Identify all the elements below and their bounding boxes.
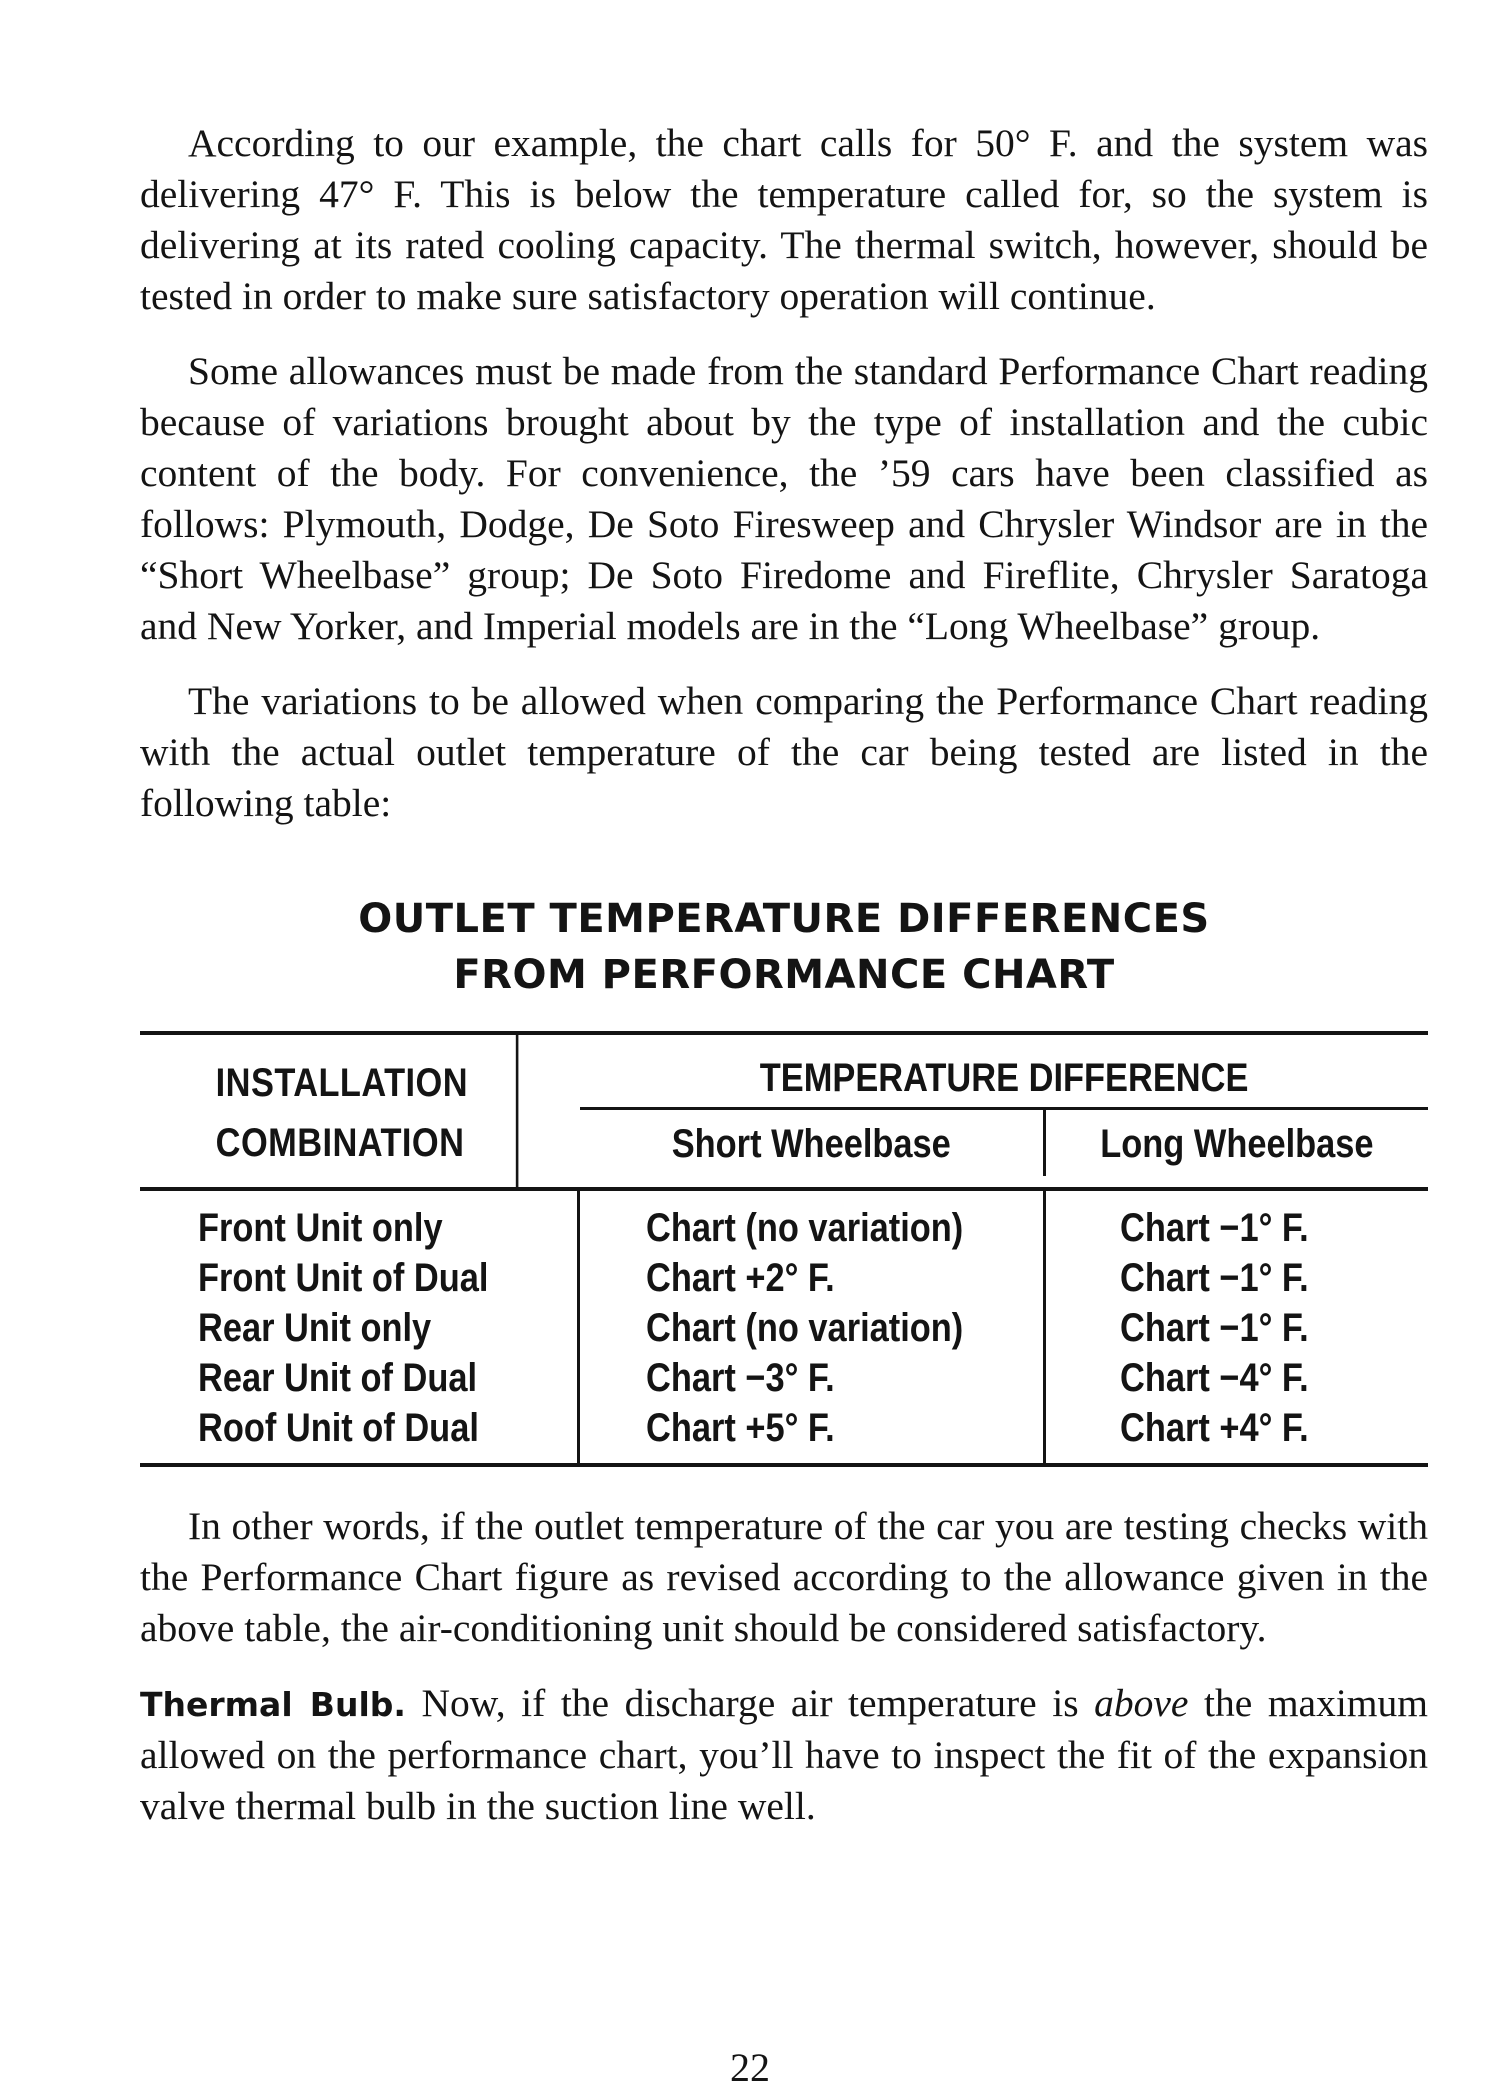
header-short-wheelbase [580, 1110, 1046, 1176]
cell-short-row-4: Chart −3° F. [646, 1356, 835, 1400]
paragraph-allowances: Some allowances must be made from the standard Performance Chart reading because of variations brought about by the type of installation and the cubic content of the body. For convenience, the ’59 cars have been classified as follows: Plymouth, Dodge, De Soto Firesweep and Chrysler Windsor are in the “Short Wheelbase” group; De Soto Firedome and Fireflite, Chrysler Saratoga and New Yorker, and Imperial models are in the “Long Wheelbase” group. [140, 349, 1428, 648]
thermal-bulb-emphasis: above [1094, 1681, 1189, 1725]
cell-install-roof-unit-of-dual: Roof Unit of Dual [198, 1406, 479, 1450]
header-temperature-difference-group [580, 1035, 1428, 1187]
header-temperature-difference [580, 1035, 1428, 1110]
header-long-wheelbase [1046, 1110, 1428, 1176]
table-title-line-1: OUTLET TEMPERATURE DIFFERENCES [358, 896, 1210, 942]
cell-long-row-5: Chart +4° F. [1120, 1406, 1309, 1450]
paragraph-thermal-bulb [140, 1678, 1428, 1832]
header-short-wheelbase-text: Short Wheelbase [671, 1122, 952, 1166]
cell-install-rear-unit-of-dual: Rear Unit of Dual [198, 1356, 478, 1400]
column-short-wheelbase [580, 1191, 1046, 1463]
table-header [140, 1035, 1428, 1191]
header-wheelbase-row [580, 1110, 1428, 1176]
cell-long-row-1: Chart −1° F. [1120, 1206, 1309, 1250]
header-install-line-1: INSTALLATION [215, 1061, 468, 1105]
header-install-line-2: COMBINATION [215, 1121, 465, 1165]
cell-short-row-5: Chart +5° F. [646, 1406, 835, 1450]
paragraph-variations: The variations to be allowed when comparing the Performance Chart reading with the actual outlet temperature of the car being tested are listed in the following table: [140, 679, 1428, 825]
header-installation-combination [140, 1035, 518, 1187]
header-temperature-difference-text: TEMPERATURE DIFFERENCE [759, 1056, 1249, 1100]
cell-install-front-unit-only: Front Unit only [198, 1206, 443, 1250]
cell-long-row-3: Chart −1° F. [1120, 1306, 1309, 1350]
cell-install-front-unit-of-dual: Front Unit of Dual [198, 1256, 489, 1300]
table-body [140, 1191, 1428, 1463]
column-long-wheelbase [1046, 1191, 1428, 1463]
paragraph-example: According to our example, the chart calls for 50° F. and the system was delivering 47° F. This is below the temperature called for, so the system is delivering at its rated cooling capacity. The thermal switch, however, should be tested in order to make sure satisfactory operation will continue. [140, 121, 1428, 318]
temperature-difference-table [140, 1031, 1428, 1467]
cell-long-row-2: Chart −1° F. [1120, 1256, 1309, 1300]
paragraph-in-other-words: In other words, if the outlet temperature of the car you are testing checks with the Performance Chart figure as revised according to the allowance given in the above table, the air-conditioning unit should be considered satisfactory. [140, 1504, 1428, 1650]
cell-short-row-3: Chart (no variation) [646, 1306, 964, 1350]
cell-install-rear-unit-only: Rear Unit only [198, 1306, 432, 1350]
thermal-bulb-text-a: Now, if the discharge air temperature is [405, 1681, 1095, 1725]
thermal-bulb-heading: Thermal Bulb. [140, 1685, 406, 1724]
cell-short-row-1: Chart (no variation) [646, 1206, 964, 1250]
cell-short-row-2: Chart +2° F. [646, 1256, 835, 1300]
thermal-bulb-text-b: the maximum allowed on the performance chart, you’ll have to inspect the fit of the expansion valve thermal bulb in the suction line well. [140, 1681, 1429, 1828]
page-number: 22 [730, 2045, 770, 2090]
column-installation [140, 1191, 580, 1463]
table-title-line-2: FROM PERFORMANCE CHART [453, 952, 1115, 998]
cell-long-row-4: Chart −4° F. [1120, 1356, 1309, 1400]
header-long-wheelbase-text: Long Wheelbase [1100, 1122, 1374, 1166]
table-title [140, 891, 1428, 1003]
